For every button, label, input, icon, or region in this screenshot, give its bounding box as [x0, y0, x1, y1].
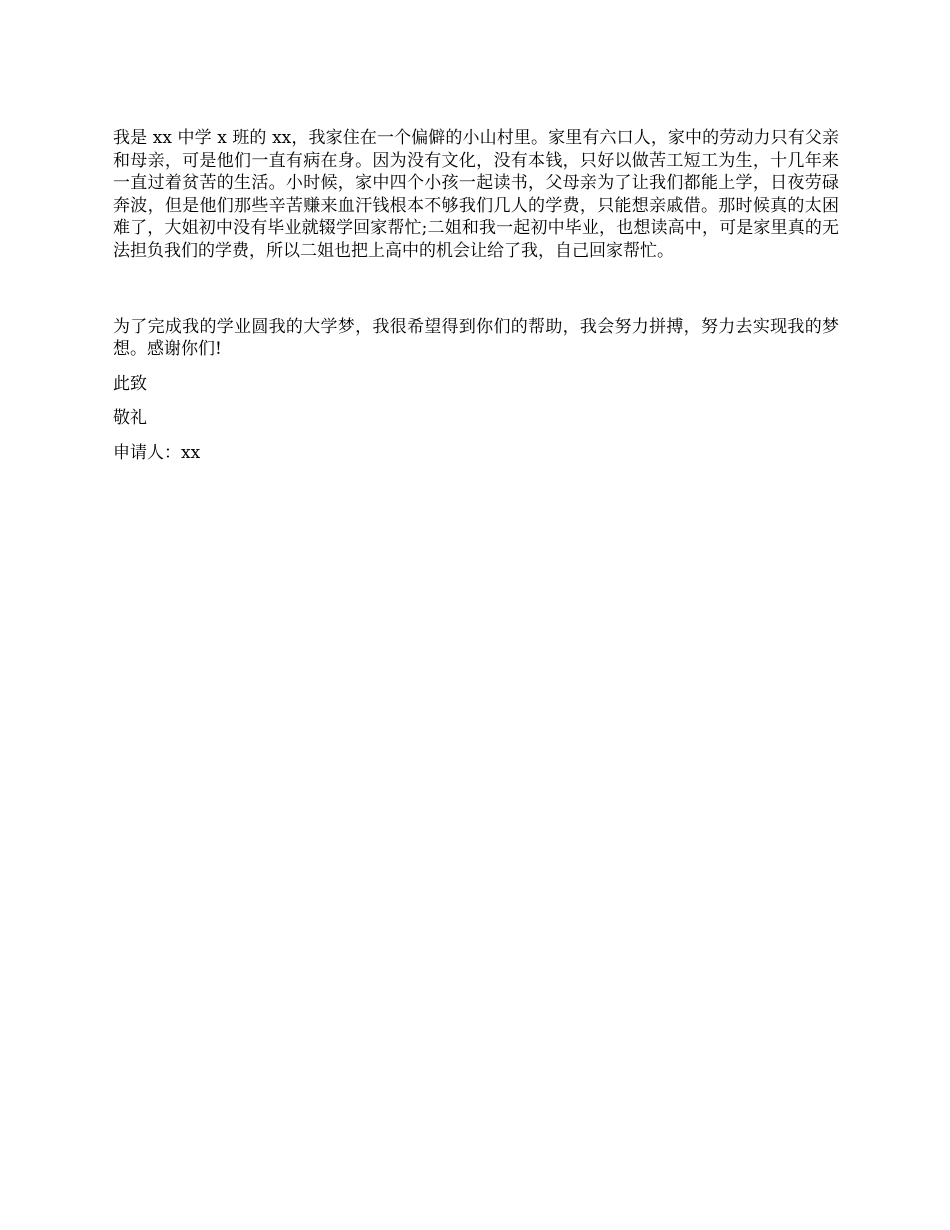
applicant-signature: 申请人：xx [113, 442, 201, 463]
body-paragraph-1: 我是 xx 中学 x 班的 xx，我家住在一个偏僻的小山村里。家里有六口人，家中的劳动力只有父亲和母亲，可是他们一直有病在身。因为没有文化，没有本钱，只好以做苦工短工为生，十几年来一直过着贫苦的生活。小时候，家中四个小孩一起读书，父母亲为了让我们都能上学，日夜劳碌奔波，但是他们那些辛苦赚来血汗钱根本不够我们几人的学费，只能想亲戚借。那时候真的太困难了，大姐初中没有毕业就辍学回家帮忙;二姐和我一起初中毕业，也想读高中，可是家里真的无法担负我们的学费，所以二姐也把上高中的机会让给了我，自己回家帮忙。 [113, 128, 839, 261]
body-paragraph-2: 为了完成我的学业圆我的大学梦，我很希望得到你们的帮助，我会努力拼搏，努力去实现我的梦想。感谢你们! [113, 316, 839, 360]
document-page [113, 127, 839, 465]
closing-salutation: 此致 [113, 373, 147, 394]
closing-regards: 敬礼 [113, 408, 147, 429]
